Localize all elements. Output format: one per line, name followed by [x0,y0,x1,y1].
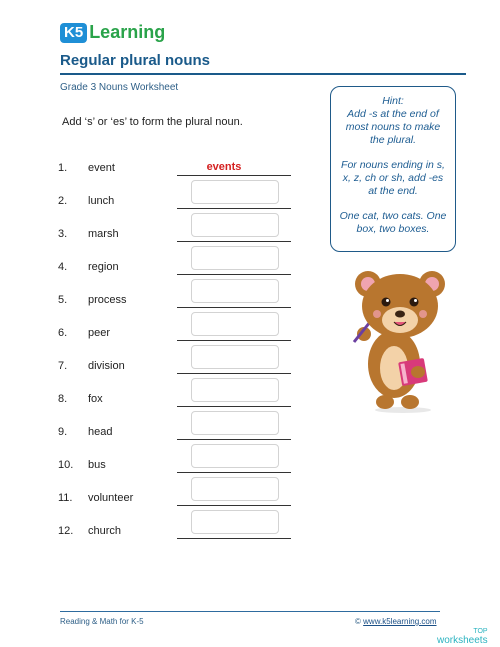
page-subtitle: Grade 3 Nouns Worksheet [60,82,179,93]
item-word: marsh [88,228,119,240]
answer-input-box[interactable] [191,246,279,270]
answer-input-box[interactable] [191,378,279,402]
answer-input-box[interactable] [191,477,279,501]
hint-heading: Hint: [382,95,404,107]
item-number: 7. [58,360,68,372]
item-word: process [88,294,127,306]
answer-input-box[interactable] [191,213,279,237]
copyright-symbol: © [355,617,361,626]
logo-text: Learning [89,22,166,42]
watermark [437,627,488,645]
item-number: 6. [58,327,68,339]
item-number: 8. [58,393,68,405]
website-link[interactable]: www.k5learning.com [363,617,437,626]
answer-line [177,406,291,407]
item-number: 3. [58,228,68,240]
answer-line [177,472,291,473]
answer-input-box[interactable] [191,312,279,336]
answer-line [177,505,291,506]
answer-input-box[interactable] [191,279,279,303]
instructions: Add ‘s’ or ‘es’ to form the plural noun. [62,116,243,128]
watermark-top: TOP [473,628,488,635]
item-number: 2. [58,195,68,207]
item-word: event [88,162,115,174]
item-number: 5. [58,294,68,306]
hint-box [330,86,456,252]
item-word: head [88,426,113,438]
item-number: 4. [58,261,68,273]
hint-text-2: For nouns ending in s, x, z, ch or sh, add -es at the end. [341,159,445,197]
watermark-worksheets: worksheets [437,635,488,646]
answer-line [177,274,291,275]
page-title: Regular plural nouns [60,52,211,69]
footer-website [355,617,437,626]
logo-box: K5 [60,23,87,43]
hint-text-1: Add -s at the end of most nouns to make the plural. [345,108,441,146]
item-word: church [88,525,122,537]
item-word: volunteer [88,492,134,504]
answer-input-box[interactable] [191,180,279,204]
answer-line [177,175,291,176]
item-number: 9. [58,426,68,438]
answer-input-box[interactable] [191,411,279,435]
answer-line [177,439,291,440]
item-number: 10. [58,459,74,471]
item-word: region [88,261,119,273]
item-number: 11. [58,492,73,504]
bear-illustration [348,264,460,414]
answer-input-box[interactable] [191,444,279,468]
answer-line [177,241,291,242]
item-word: lunch [88,195,115,207]
item-word: peer [88,327,111,339]
item-word: fox [88,393,103,405]
answer-text: events [206,161,242,173]
k5-logo [60,22,165,43]
item-word: division [88,360,125,372]
item-word: bus [88,459,106,471]
answer-input-box[interactable] [191,510,279,534]
item-number: 12. [58,525,74,537]
answer-line [177,307,291,308]
answer-line [177,538,291,539]
hint-text-3: One cat, two cats. One box, two boxes. [339,210,447,235]
item-number: 1. [58,162,68,174]
answer-input-box[interactable] [191,345,279,369]
title-divider [60,73,466,75]
answer-line [177,208,291,209]
footer-tagline: Reading & Math for K-5 [60,617,144,626]
footer-divider [60,611,440,612]
answer-line [177,373,291,374]
answer-line [177,340,291,341]
